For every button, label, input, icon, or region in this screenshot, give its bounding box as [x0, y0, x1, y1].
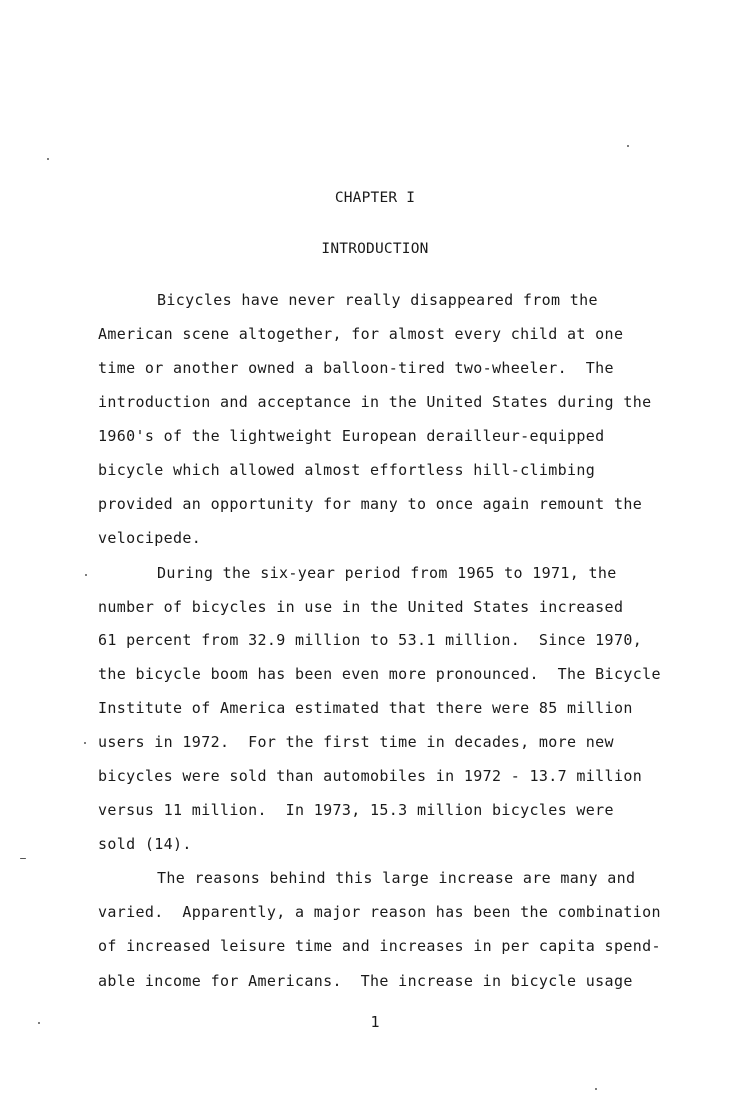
text-line: provided an opportunity for many to once again remount the: [98, 495, 643, 513]
page-number: 1: [370, 1013, 380, 1031]
text-line: of increased leisure time and increases in per capita spend-: [98, 937, 661, 955]
text-line: versus 11 million. In 1973, 15.3 million bicycles were: [98, 801, 614, 819]
scan-speck: [85, 574, 87, 576]
scan-speck: [38, 1022, 40, 1024]
text-line: introduction and acceptance in the United States during the: [98, 393, 652, 411]
text-line: bicycle which allowed almost effortless hill-climbing: [98, 461, 596, 479]
chapter-title: INTRODUCTION: [321, 241, 429, 257]
scan-speck: [595, 1088, 597, 1090]
text-line: time or another owned a balloon-tired two-wheeler. The: [98, 359, 614, 377]
text-line: bicycles were sold than automobiles in 1972 - 13.7 million: [98, 767, 643, 785]
scan-speck: [627, 145, 629, 147]
text-line: number of bicycles in use in the United States increased: [98, 598, 624, 616]
text-line: able income for Americans. The increase in bicycle usage: [98, 972, 633, 990]
scan-speck: [20, 858, 26, 859]
scan-speck: [47, 158, 49, 160]
text-line: American scene altogether, for almost every child at one: [98, 325, 624, 343]
text-line: Bicycles have never really disappeared from the: [157, 291, 598, 309]
text-line: The reasons behind this large increase are many and: [157, 869, 636, 887]
text-line: users in 1972. For the first time in decades, more new: [98, 733, 614, 751]
text-line: Institute of America estimated that there were 85 million: [98, 699, 633, 717]
text-line: During the six-year period from 1965 to 1971, the: [157, 564, 617, 582]
text-line: velocipede.: [98, 529, 202, 547]
text-line: varied. Apparently, a major reason has been the combination: [98, 903, 661, 921]
text-line: 1960's of the lightweight European derailleur-equipped: [98, 427, 605, 445]
text-line: 61 percent from 32.9 million to 53.1 million. Since 1970,: [98, 631, 643, 649]
text-line: the bicycle boom has been even more pronounced. The Bicycle: [98, 665, 661, 683]
scan-speck: [84, 742, 86, 744]
text-line: sold (14).: [98, 835, 192, 853]
chapter-heading: CHAPTER I: [334, 190, 416, 206]
